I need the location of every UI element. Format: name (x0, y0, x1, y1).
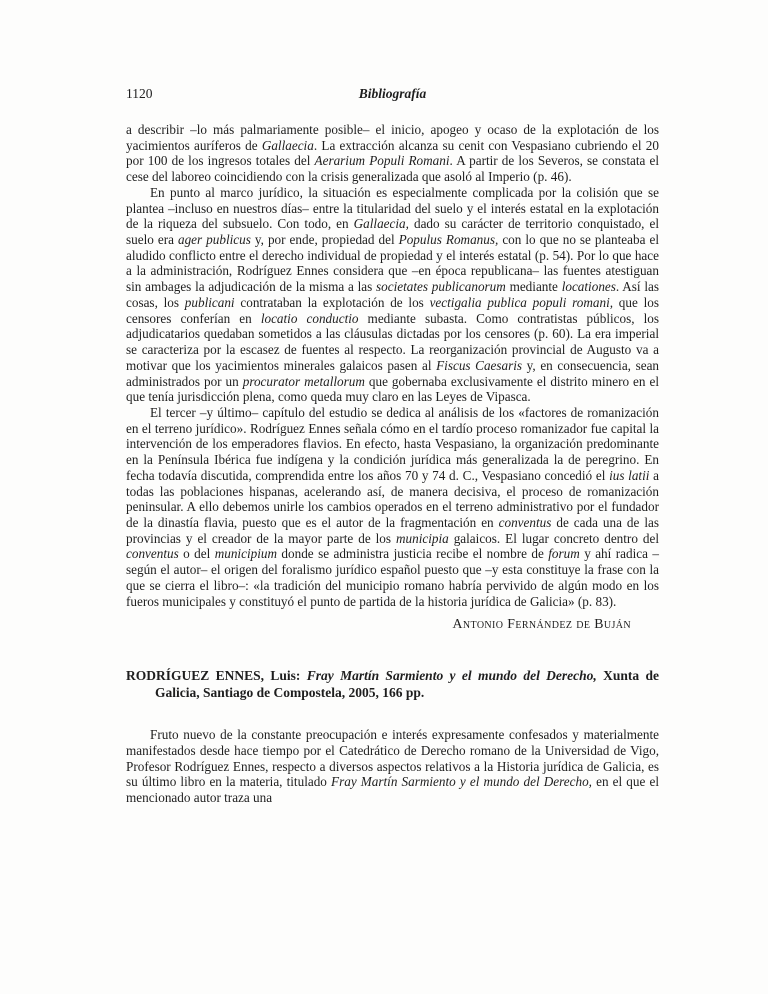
italic-text-segment: conventus (498, 514, 552, 530)
italic-text-segment: Populus Romanus, (398, 232, 499, 248)
text-segment: mediante (505, 279, 562, 295)
text-segment: donde se administra justicia recibe el nombre de (277, 546, 549, 562)
text-segment: En punto al marco jurídico, la situación es especialmente complicada por la colisión que se plantea –incluso en nuestros días– entre la titularidad del suelo y el interés estatal en la explotación de la riqueza del subsuelo. Con todo, en (126, 184, 659, 232)
italic-text-segment: conventus (126, 546, 179, 562)
italic-text-segment: vectigalia publica populi romani, (429, 294, 614, 310)
italic-text-segment: Gallaecia (261, 137, 314, 153)
italic-text-segment: ager publicus (177, 232, 251, 248)
italic-text-segment: locatio conductio (260, 310, 359, 326)
italic-text-segment: Fray Martín Sarmiento y el mundo del Derecho, (331, 774, 592, 790)
text-segment: . Así las cosas, los (126, 279, 659, 310)
italic-text-segment: forum (548, 546, 580, 562)
text-segment: y ahí radica –según el autor– el origen del foralismo jurídico español puesto que –y esta constituye la frase con la que se cierra el libro–: «la tradición del municipio romano habría pervivido de algún modo en los fueros municipales y constituyó el punto de partida de la historia jurídica de Galicia» (p. 83). (126, 546, 659, 609)
paragraph-continuation (126, 122, 659, 185)
text-segment: en el que el mencionado autor traza una (126, 774, 659, 806)
text-segment: mediante subasta. Como contratistas públicos, los adjudicatarios quedaban sometidos a las cláusulas dictadas por los censores (p. 60). La era imperial se caracteriza por la escasez de fuentes al respecto. La reorganización provincial de Augusto va a motivar que los yacimientos minerales galaicos pasen al (126, 310, 659, 373)
text-segment: o del (178, 546, 215, 562)
text-segment: dado su carácter de territorio conquistado, el suelo era (126, 216, 659, 248)
text-segment: con lo que no se planteaba el aludido conflicto entre el derecho individual de propiedad y el interés estatal (p. 54). Por lo que hace a la administración, Rodríguez Ennes considera que –en época republicana– las fuentes atestiguan sin ambages la adjudicación de la misma a las (126, 232, 659, 295)
italic-text-segment: ius latii (609, 467, 650, 483)
text-segment: Fruto nuevo de la constante preocupación e interés expresamente confesados y materialmente manifestados desde hace tiempo por el Catedrático de Derecho romano de la Universidad de Vigo, Profesor Rodríguez Ennes, respecto a diversos aspectos relativos a la Historia jurídica de Galicia, es su último libro en la materia, titulado (126, 727, 659, 790)
text-segment: que gobernaba exclusivamente el distrito minero en el que tenía jurisdicción plena, como queda muy claro en las Leyes de Vipasca. (126, 373, 659, 405)
text-segment: galaicos. El lugar concreto dentro del (448, 530, 659, 546)
text-block (126, 86, 659, 806)
italic-text-segment: Aerarium Populi Romani (314, 153, 450, 169)
page-number: 1120 (126, 86, 153, 101)
text-segment: y, en consecuencia, sean administrados por un (126, 357, 660, 389)
text-segment: y, por ende, propiedad del (250, 232, 399, 248)
text-segment: de cada una de las provincias y el creador de la mayor parte de los (126, 514, 659, 546)
paragraph (126, 405, 659, 609)
paragraph (126, 727, 659, 806)
text-segment: que los censores conferían en (126, 294, 659, 326)
italic-text-segment: Fiscus Caesaris (436, 357, 523, 373)
text-segment: contrataban la explotación de los (234, 294, 430, 310)
italic-text-segment: procurator metallorum (242, 373, 365, 389)
text-segment: Xunta de Galicia, Santiago de Compostela, 2005, 166 pp. (155, 668, 660, 700)
italic-text-segment: societates publicanorum (376, 279, 506, 295)
text-segment: El tercer –y último– capítulo del estudio se dedica al análisis de los «factores de romanización en el terreno jurídico». Rodríguez Ennes señala cómo en el tardío proceso romanizador fue capital la intervención de los emperadores flavios. En efecto, hasta Vespasiano, la organización predominante en la Península Ibérica fue indígena y la condición jurídica más generalizada la de peregrino. En fecha todavía discutida, comprendida entre los años 70 y 74 d. C., Vespasiano concedió el (126, 404, 659, 483)
text-segment: a todas las poblaciones hispanas, acelerando así, de manera decisiva, el proceso de romanización peninsular. A ello debemos unirle los cambios operados en el terreno administrativo por el fundador de la dinastía flavia, puesto que es el autor de la fragmentación en (126, 467, 659, 530)
italic-text-segment: municipium (214, 546, 277, 562)
text-segment: . La extracción alcanza su cenit con Vespasiano cubriendo el 20 por 100 de los ingresos totales del (126, 137, 659, 169)
reviewer-signature: Antonio Fernández de Buján (452, 616, 631, 632)
running-title: Bibliografía (358, 86, 427, 101)
italic-text-segment: Gallaecia, (353, 216, 409, 232)
text-segment: a describir –lo más palmariamente posible– el inicio, apogeo y ocaso de la explotación de los yacimientos auríferos de (126, 122, 659, 153)
book-citation-heading (126, 668, 659, 701)
italic-text-segment: publicani (184, 294, 235, 310)
text-segment: . A partir de los Severos, se constata el cese del laboreo coincidiendo con la crisis generalizada que asoló al Imperio (p. 46). (126, 153, 659, 185)
page-header (126, 86, 659, 102)
italic-text-segment: municipia (395, 530, 449, 546)
italic-text-segment: Fray Martín Sarmiento y el mundo del Derecho, (306, 668, 597, 684)
italic-text-segment: locationes (561, 279, 616, 295)
text-segment: RODRÍGUEZ ENNES, Luis: (126, 668, 307, 684)
review-body (126, 122, 659, 806)
paragraph (126, 185, 659, 405)
